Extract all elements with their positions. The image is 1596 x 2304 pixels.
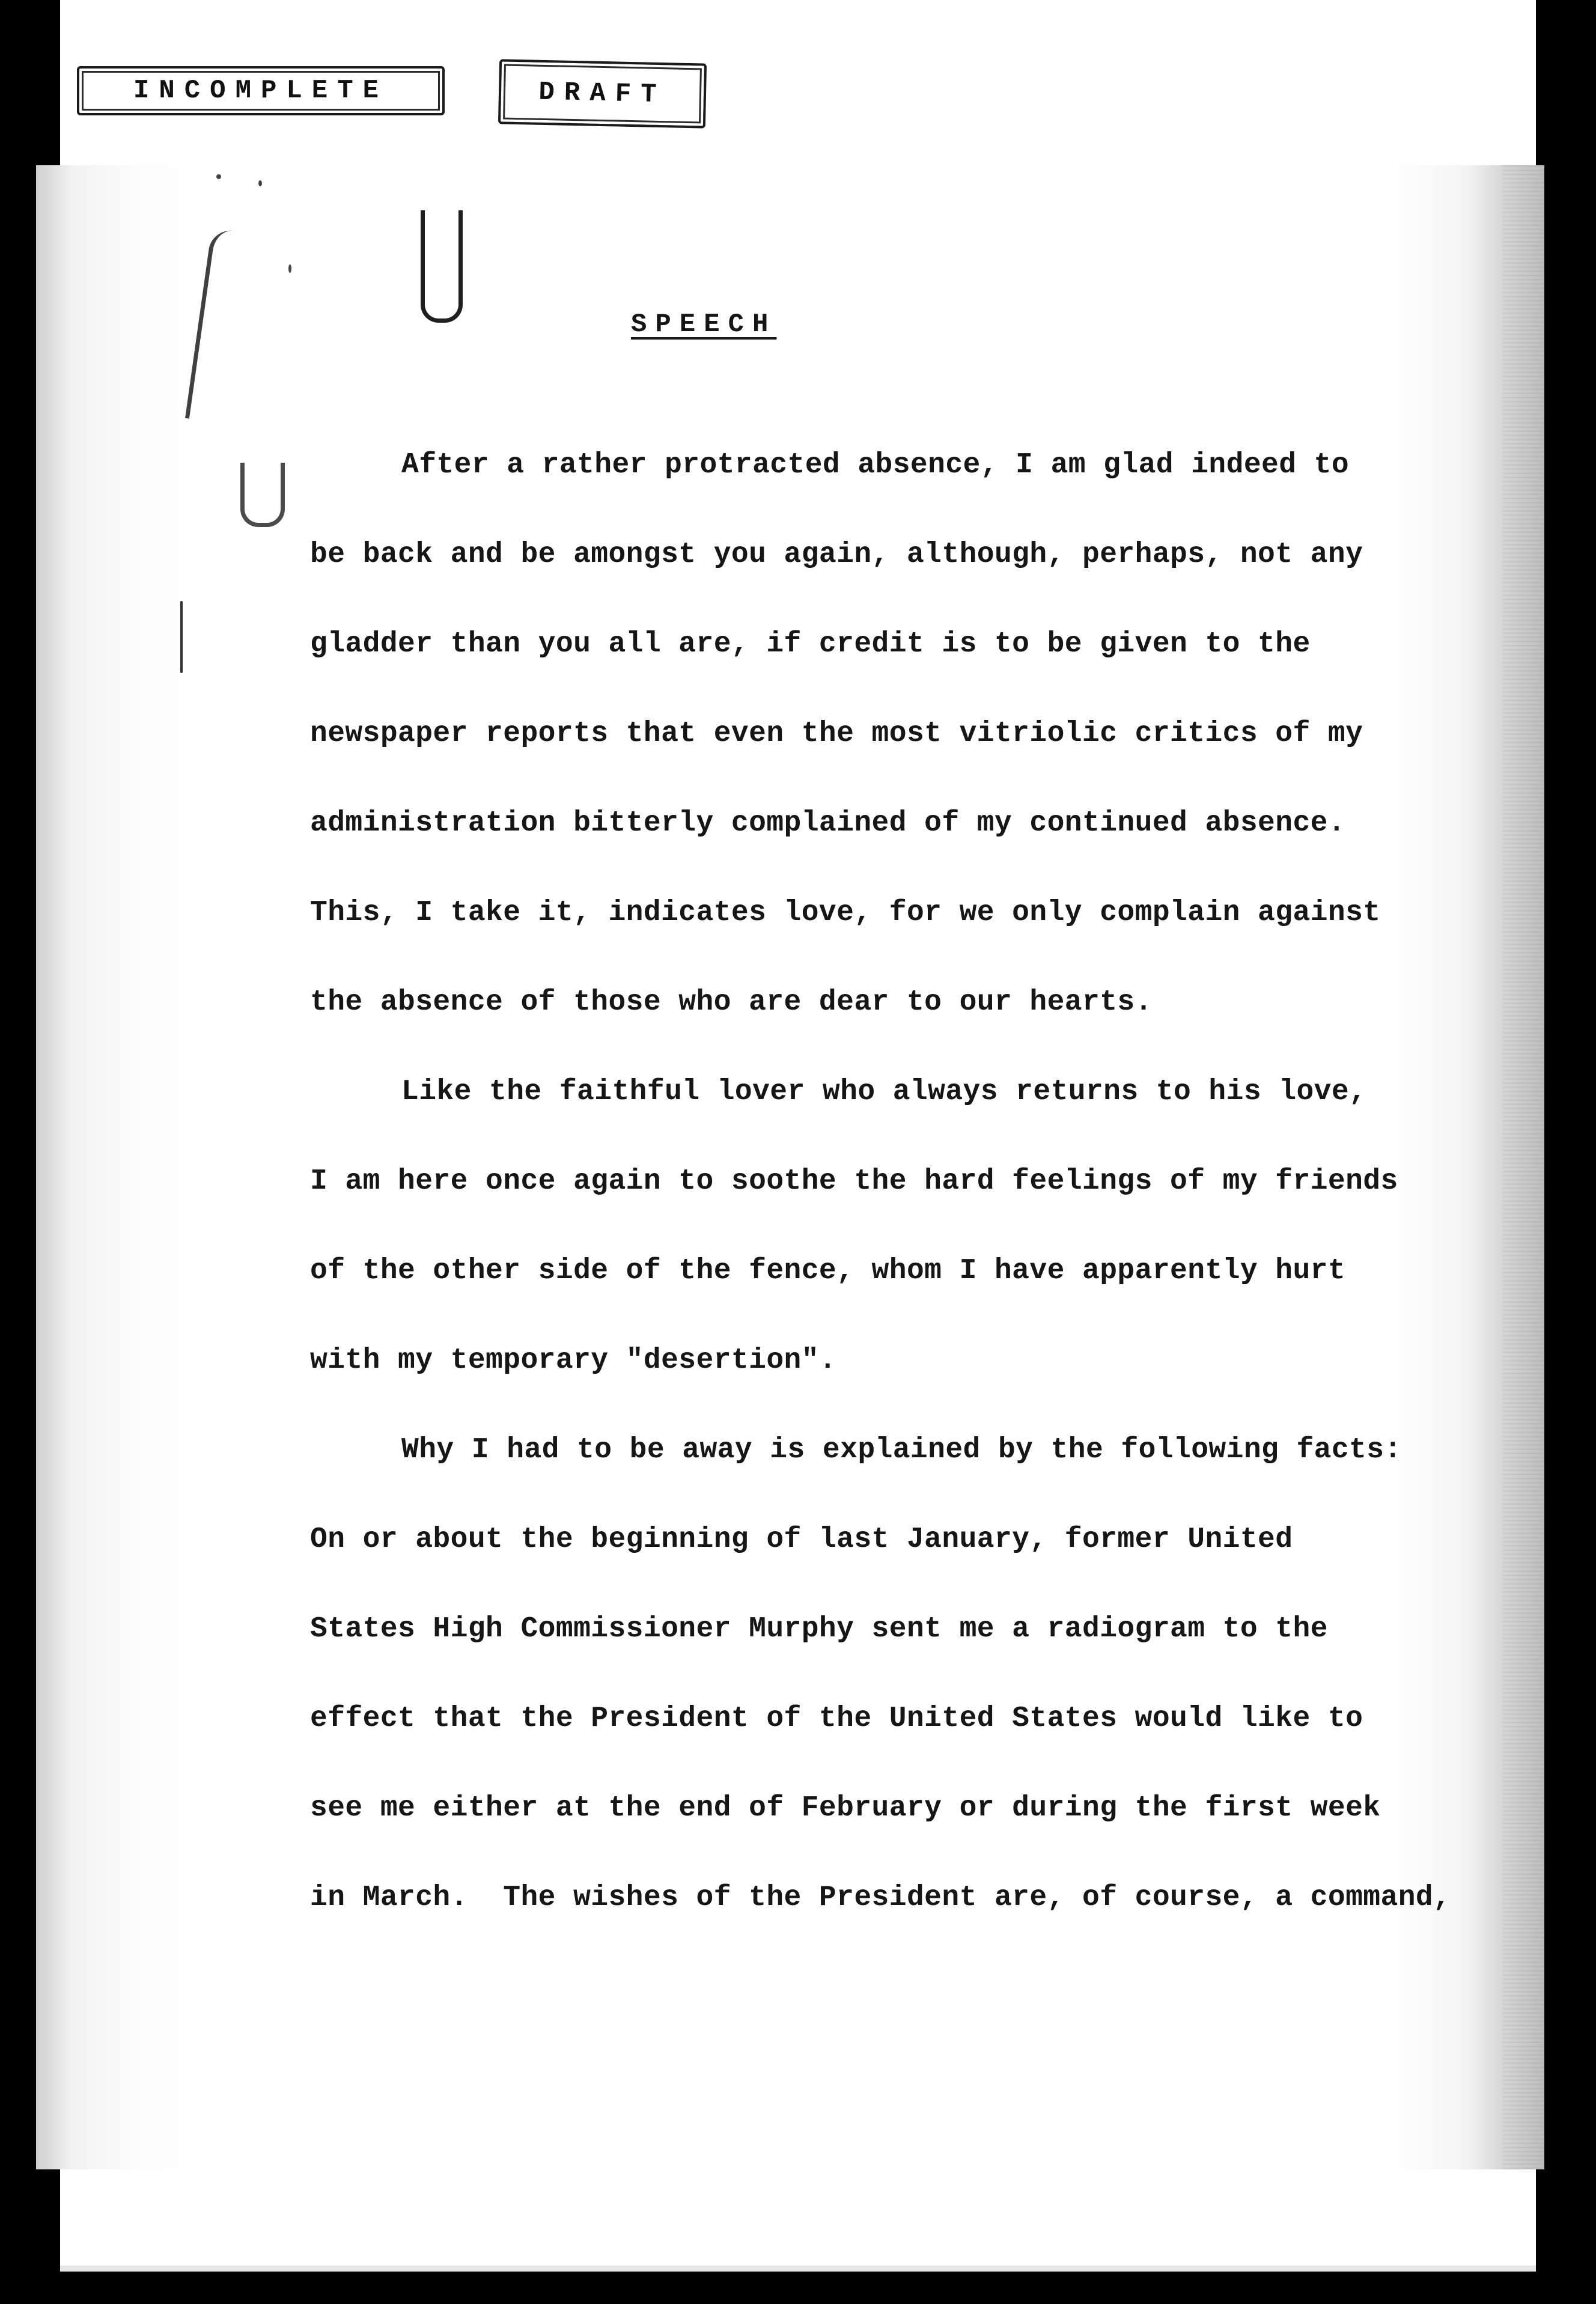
text-line: This, I take it, indicates love, for we only complain against bbox=[310, 897, 1381, 929]
paper-clip-mark bbox=[421, 210, 463, 323]
text-line: administration bitterly complained of my continued absence. bbox=[310, 807, 1346, 840]
scan-bottom-edge bbox=[60, 2266, 1536, 2272]
paper-clip-lower-mark bbox=[240, 463, 285, 527]
draft-stamp bbox=[498, 59, 707, 128]
document-body bbox=[310, 421, 1500, 1943]
text-line: with my temporary "desertion". bbox=[310, 1344, 837, 1377]
text-line: gladder than you all are, if credit is to be given to the bbox=[310, 628, 1311, 660]
text-line: I am here once again to soothe the hard feelings of my friends bbox=[310, 1165, 1398, 1198]
ink-speck bbox=[216, 174, 221, 179]
text-line: Like the faithful lover who always returns to his love, bbox=[401, 1076, 1367, 1108]
text-line: On or about the beginning of last January, former United bbox=[310, 1523, 1293, 1556]
margin-line-mark bbox=[180, 601, 183, 673]
draft-stamp-label: DRAFT bbox=[538, 77, 667, 111]
text-line: the absence of those who are dear to our hearts. bbox=[310, 986, 1153, 1019]
text-line: After a rather protracted absence, I am glad indeed to bbox=[401, 449, 1350, 481]
document-title: SPEECH bbox=[631, 309, 777, 340]
text-line: be back and be amongst you again, although, perhaps, not any bbox=[310, 538, 1363, 571]
ink-speck bbox=[288, 264, 291, 273]
ink-speck bbox=[258, 180, 262, 186]
text-line: in March. The wishes of the President are, of course, a command, bbox=[310, 1882, 1451, 1914]
text-line: of the other side of the fence, whom I have apparently hurt bbox=[310, 1255, 1346, 1287]
incomplete-stamp bbox=[77, 66, 445, 115]
text-line: States High Commissioner Murphy sent me a radiogram to the bbox=[310, 1613, 1328, 1645]
text-line: see me either at the end of February or during the first week bbox=[310, 1792, 1381, 1824]
text-line: effect that the President of the United States would like to bbox=[310, 1702, 1363, 1735]
text-line: Why I had to be away is explained by the following facts: bbox=[401, 1434, 1402, 1466]
incomplete-stamp-label: INCOMPLETE bbox=[133, 76, 389, 106]
text-line: newspaper reports that even the most vitriolic critics of my bbox=[310, 718, 1363, 750]
